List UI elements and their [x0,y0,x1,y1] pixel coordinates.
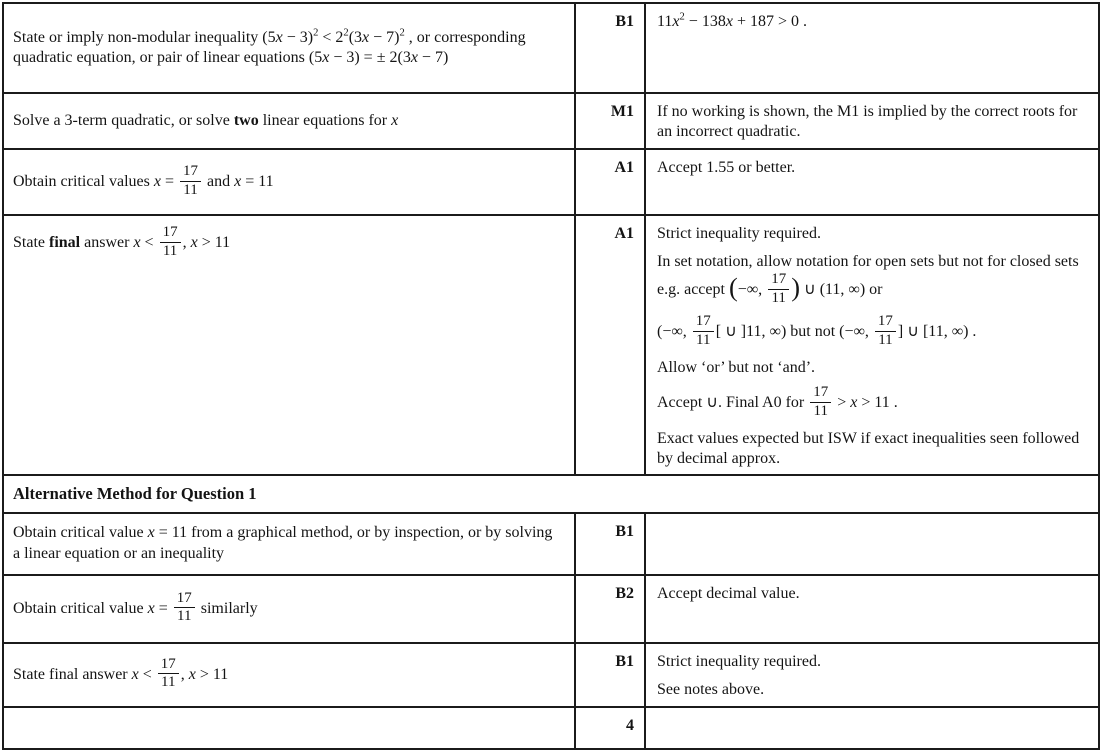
text-segment: − 7) [417,49,449,66]
mark-cell: B1 [575,3,645,93]
fraction-denominator: 11 [696,332,711,349]
text-segment: x [850,394,858,412]
text-segment: Strict inequality required. [657,225,821,242]
criteria-cell [3,149,575,215]
section-row [3,475,1099,513]
text-segment: If no working is shown, the M1 is implied by the correct roots for an incorrect quadratic. [657,103,1078,141]
guidance-paragraph [657,102,1086,143]
text-segment: two [233,111,259,129]
guidance-paragraph [657,315,1086,350]
text-segment: Accept 1.55 or better. [657,159,796,176]
guidance-paragraph [657,252,1086,307]
text-segment: x [234,172,242,190]
criteria-cell [3,93,575,149]
text-segment: = 11 [241,172,274,190]
text-segment: Solve a 3-term quadratic, or solve [13,111,234,129]
superscript: 2 [343,27,349,39]
criteria-cell [3,513,575,575]
text-segment: ( [728,271,738,302]
text-segment: answer [80,233,134,251]
text-segment: 5 [267,28,276,46]
text-segment: < [140,233,158,251]
guidance-paragraph [657,158,1086,178]
text-segment: See notes above. [657,681,765,699]
fraction [693,314,714,349]
text-segment: Obtain critical values [13,172,154,190]
fraction-denominator: 11 [183,181,198,198]
guidance-cell [645,707,1099,749]
text-segment: Strict inequality required. [657,652,821,670]
criteria-cell [3,643,575,707]
text-segment: ] ∪ [11, ∞) . [897,323,977,341]
guidance-paragraph [657,386,1086,421]
text-segment: x [391,111,399,129]
text-segment: State final answer [13,665,132,683]
table-row [3,149,1099,215]
text-segment: > 11 [197,233,231,251]
table-row [3,643,1099,707]
text-segment: In set notation, allow notation for open sets but not for closed sets e.g. accept [657,253,1079,298]
guidance-paragraph [657,584,1086,604]
mark-cell: 4 [575,707,645,749]
text-segment: x [362,28,370,46]
text-segment: x [672,13,680,30]
text-segment: x [410,49,418,66]
criteria-cell [3,3,575,93]
table-row [3,93,1099,149]
guidance-cell [645,575,1099,643]
fraction [768,272,789,307]
criteria-cell [3,575,575,643]
fraction-numerator: 17 [180,164,201,182]
table-row [3,513,1099,575]
text-segment: [ ∪ ]11, ∞) but not (−∞, [715,323,873,341]
text-segment: x [322,49,330,66]
text-segment: , [182,233,191,251]
fraction-denominator: 11 [813,403,828,420]
superscript: 2 [399,27,405,39]
text-segment: − 3) = ± 2(3 [329,49,411,66]
guidance-cell [645,643,1099,707]
fraction-numerator: 17 [768,272,789,290]
guidance-paragraph [657,680,1086,700]
text-segment: Allow ‘or’ but not ‘and’. [657,358,816,376]
criteria-cell [3,215,575,475]
guidance-paragraph [657,12,1086,32]
table-row [3,707,1099,749]
text-segment: (−∞, [657,323,691,341]
guidance-paragraph [657,358,1086,378]
fraction-denominator: 11 [161,674,176,691]
superscript: 2 [679,11,685,23]
guidance-cell [645,93,1099,149]
text-segment: < [138,665,156,683]
text-segment: = [154,599,172,617]
table-row [3,215,1099,475]
text-segment: + 187 > 0 . [732,13,807,30]
text-segment: , or corresponding quadratic equation, or pair of linear equations (5 [13,28,526,66]
text-segment: − 7) [369,28,400,46]
fraction-denominator: 11 [771,289,786,306]
text-segment: < 2 [318,28,344,46]
mark-cell: B2 [575,575,645,643]
mark-scheme-table [2,2,1100,750]
text-segment: = [160,172,178,190]
fraction-numerator: 17 [810,385,831,403]
text-segment: x [725,13,733,30]
text-segment: final [49,233,81,251]
fraction [158,657,179,692]
fraction-numerator: 17 [693,314,714,332]
text-segment: State [13,233,49,251]
text-segment: x [133,233,141,251]
mark-cell: B1 [575,643,645,707]
mark-cell: A1 [575,215,645,475]
guidance-cell [645,3,1099,93]
text-segment: Accept ∪. Final A0 for [657,394,809,412]
table-row [3,575,1099,643]
fraction-numerator: 17 [158,657,179,675]
table-body [3,3,1099,749]
text-segment: x [275,28,283,46]
text-segment: Obtain critical value [13,599,148,617]
fraction-denominator: 11 [162,242,178,259]
text-segment: − 138 [684,13,726,30]
fraction-denominator: 11 [177,608,192,625]
text-segment: Exact values expected but ISW if exact inequalities seen followed by decimal approx. [657,429,1080,468]
section-header-cell [3,475,1099,513]
guidance-cell [645,513,1099,575]
guidance-paragraph [657,429,1086,470]
text-segment: State or imply non-modular inequality ( [13,28,268,46]
fraction-numerator: 17 [875,314,896,332]
guidance-paragraph [657,224,1086,244]
text-segment: x [190,233,198,251]
fraction [174,591,195,626]
text-segment: , [180,665,189,683]
fraction [810,385,831,420]
text-segment: similarly [196,599,258,617]
text-segment: and [202,172,235,190]
guidance-cell [645,215,1099,475]
fraction [180,164,201,199]
text-segment: 11 [657,13,673,30]
text-segment: x [147,599,155,617]
superscript: 2 [313,27,319,39]
text-segment: x [131,665,139,683]
table-row [3,3,1099,93]
text-segment: −∞, [737,280,767,298]
mark-cell: A1 [575,149,645,215]
text-segment: (3 [348,28,363,46]
guidance-paragraph [657,652,1086,672]
mark-cell: M1 [575,93,645,149]
fraction-denominator: 11 [878,332,893,349]
criteria-cell [3,707,575,749]
fraction-numerator: 17 [174,591,195,609]
text-segment: Alternative Method for Question 1 [13,484,257,504]
guidance-cell [645,149,1099,215]
text-segment: > [833,394,851,412]
text-segment: Obtain critical value [13,524,148,542]
text-segment: > 11 . [857,394,898,412]
mark-cell: B1 [575,513,645,575]
text-segment: x [153,172,161,190]
fraction-numerator: 17 [160,225,181,243]
fraction [875,314,896,349]
text-segment: > 11 [195,665,229,683]
fraction [160,225,181,260]
text-segment: x [147,524,155,542]
text-segment: x [188,665,196,683]
text-segment: Accept decimal value. [657,584,800,602]
text-segment: ∪ (11, ∞) or [799,280,883,298]
text-segment: linear equations for [258,111,392,129]
text-segment: − 3) [282,28,314,46]
text-segment: ) [791,271,800,302]
text-segment: = 11 from a graphical method, or by inspection, or by solving a linear equation or an inequality [13,524,553,562]
